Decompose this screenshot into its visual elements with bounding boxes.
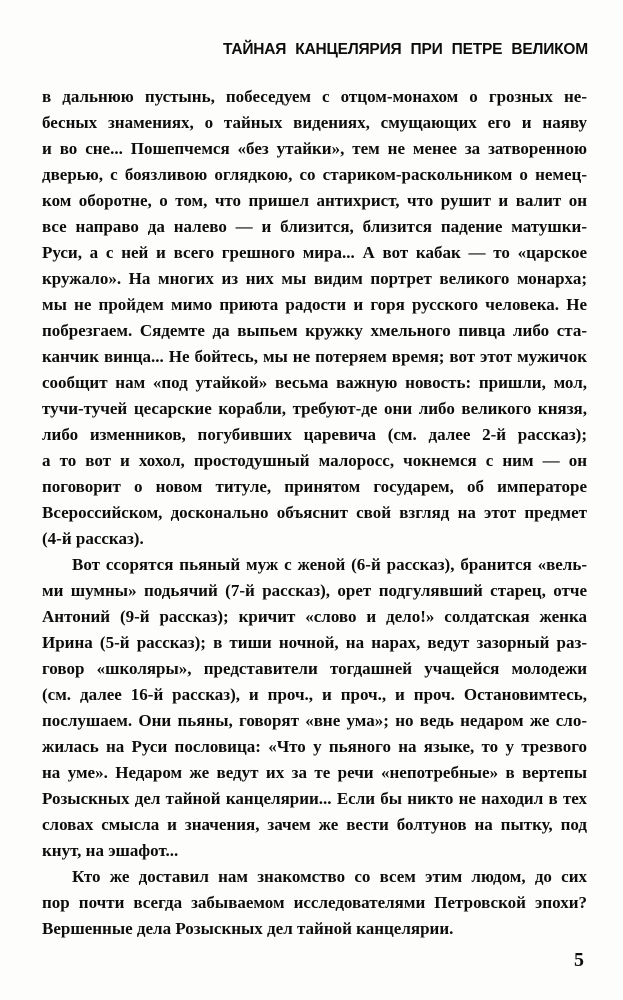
text-line: (см. далее 16-й рассказ), и проч., и проч., и проч. Остановимтесь, (42, 685, 587, 704)
text-line: мы не пройдем мимо приюта радости и горя русского человека. Не (42, 295, 587, 314)
paragraph (42, 84, 587, 552)
text-line: кружало». На многих из них мы видим портрет великого монарха; (42, 269, 587, 288)
text-line: на уме». Недаром же ведут их за те речи «непотребные» в вертепы (42, 763, 587, 782)
paragraph (42, 552, 587, 864)
text-line: послушаем. Они пьяны, говорят «вне ума»; но ведь недаром же сло- (42, 711, 587, 730)
text-line: пор почти всегда забываемом исследователями Петровской эпохи? (42, 893, 587, 912)
text-line: и во сне... Пошепчемся «без утайки», тем не менее за затворенною (42, 139, 587, 158)
text-line: побрезгаем. Сядемте да выпьем кружку хмельного пивца либо ста- (42, 321, 587, 340)
running-header: ТАЙНАЯ КАНЦЕЛЯРИЯ ПРИ ПЕТРЕ ВЕЛИКОМ (223, 41, 588, 58)
text-line: Кто же доставил нам знакомство со всем этим людом, до сих (72, 867, 587, 886)
text-line: жилась на Руси пословица: «Что у пьяного на языке, то у трезвого (42, 737, 587, 756)
text-line: Всероссийском, досконально объяснит свой взгляд на этот предмет (42, 503, 587, 522)
text-line: говор «школяры», представители тогдашней учащейся молодежи (42, 659, 587, 678)
text-line: словах смысла и значения, зачем же вести болтунов на пытку, под (42, 815, 587, 834)
page-body (42, 84, 587, 942)
text-line: (4-й рассказ). (42, 529, 144, 548)
text-line: Антоний (9-й рассказ); кричит «слово и дело!» солдатская женка (42, 607, 587, 626)
text-line: тучи-тучей цесарские корабли, требуют-де они либо великого князя, (42, 399, 587, 418)
text-line: ком оборотне, о том, что пришел антихрист, что рушит и валит он (42, 191, 587, 210)
text-line: поговорит о новом титуле, принятом государем, об императоре (42, 477, 587, 496)
text-line: канчик винца... Не бойтесь, мы не потеряем время; вот этот мужичок (42, 347, 587, 366)
text-line: Ирина (5-й рассказ); в тиши ночной, на нарах, ведут зазорный раз- (42, 633, 587, 652)
text-line: бесных знамениях, о тайных видениях, смущающих его и наяву (42, 113, 587, 132)
text-line: Вершенные дела Розыскных дел тайной канцелярии. (42, 919, 454, 938)
text-line: дверью, с боязливою оглядкою, со стариком-раскольником о немец- (42, 165, 587, 184)
text-line: все направо да налево — и близится, близится падение матушки- (42, 217, 587, 236)
text-line: Розыскных дел тайной канцелярии... Если бы никто не находил в тех (42, 789, 587, 808)
text-line: кнут, на эшафот... (42, 841, 179, 860)
text-line: Вот ссорятся пьяный муж с женой (6-й рассказ), бранится «вель- (72, 555, 587, 574)
text-line: либо изменников, погубивших царевича (см. далее 2-й рассказ); (42, 425, 587, 444)
text-line: а то вот и хохол, простодушный малоросс, чокнемся с ним — он (42, 451, 587, 470)
paragraph (42, 864, 587, 942)
text-line: в дальнюю пустынь, побеседуем с отцом-монахом о грозных не- (42, 87, 587, 106)
text-line: ми шумны» подьячий (7-й рассказ), орет подгулявший старец, отче (42, 581, 587, 600)
text-line: Руси, а с ней и всего грешного мира... А вот кабак — то «царское (42, 243, 587, 262)
text-line: сообщит нам «под утайкой» весьма важную новость: пришли, мол, (42, 373, 587, 392)
page-number: 5 (574, 949, 584, 971)
